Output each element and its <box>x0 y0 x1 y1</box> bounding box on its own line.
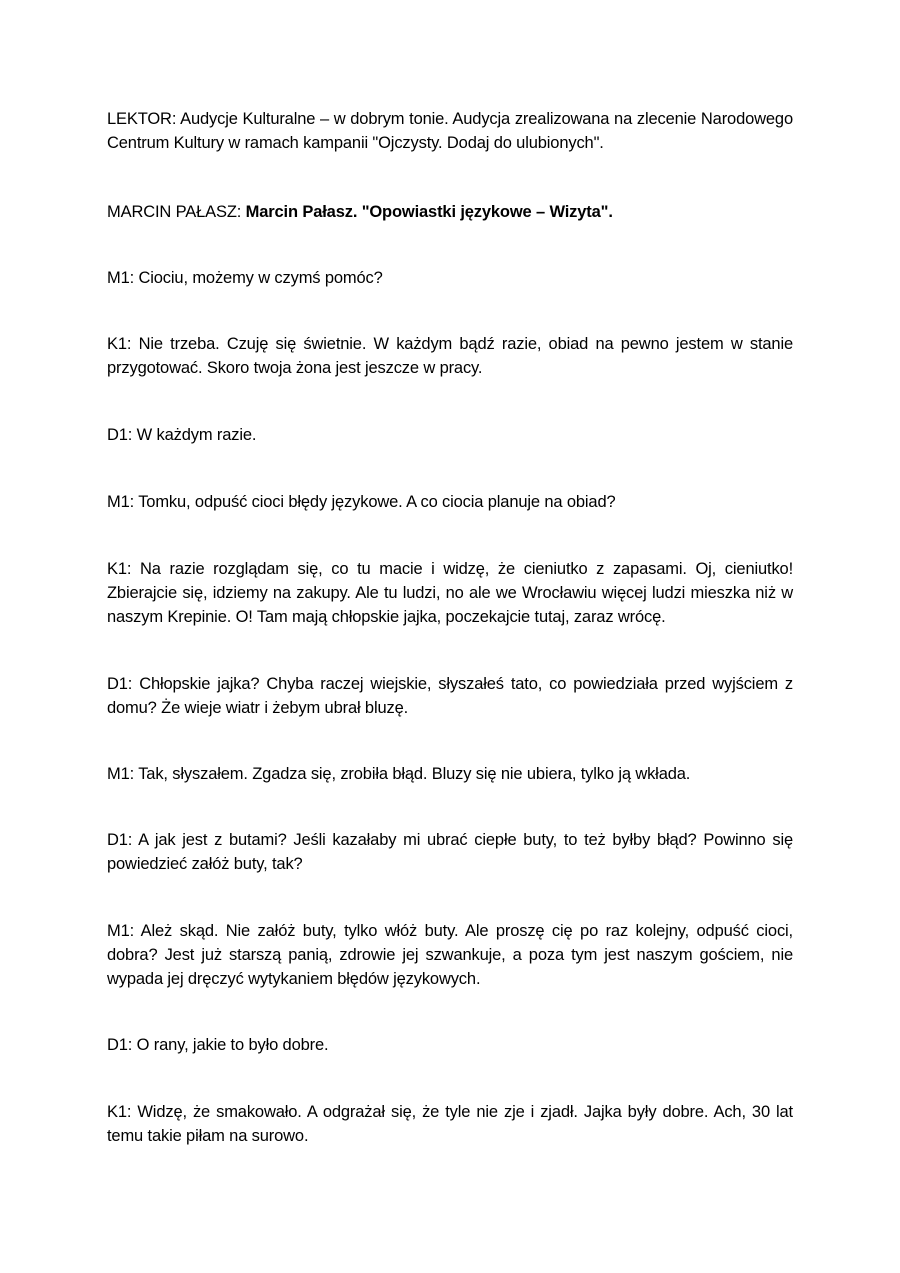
paragraph-text: Tomku, odpuść cioci błędy językowe. A co ciocia planuje na obiad? <box>138 493 616 511</box>
speaker-label: MARCIN PAŁASZ: <box>107 203 242 221</box>
paragraph-text: Widzę, że smakowało. A odgrażał się, że tyle nie zje i zjadł. Jajka były dobre. Ach, 30 lat temu takie piłam na surowo. <box>107 1103 793 1145</box>
paragraph-text: Audycje Kulturalne – w dobrym tonie. Audycja zrealizowana na zlecenie Narodowego Centrum Kultury w ramach kampanii "Ojczysty. Dodaj do ulubionych". <box>107 110 793 152</box>
speaker-label: K1: <box>107 1103 132 1121</box>
paragraph-dialogue <box>107 919 793 991</box>
paragraph-text: Ależ skąd. Nie załóż buty, tylko włóż buty. Ale proszę cię po raz kolejny, odpuść cioci, dobra? Jest już starszą panią, zdrowie jej szwankuje, a poza tym jest naszym gościem, nie wypada jej dręczyć wytykaniem błędów językowych. <box>107 922 793 988</box>
paragraph-text: Tak, słyszałem. Zgadza się, zrobiła błąd. Bluzy się nie ubiera, tylko ją wkłada. <box>138 765 691 783</box>
speaker-label: M1: <box>107 922 135 940</box>
paragraph-text: Chłopskie jajka? Chyba raczej wiejskie, słyszałeś tato, co powiedziała przed wyjściem z domu? Że wieje wiatr i żebym ubrał bluzę. <box>107 675 793 717</box>
paragraph-dialogue <box>107 266 793 290</box>
paragraph-dialogue <box>107 672 793 720</box>
speaker-label: K1: <box>107 560 132 578</box>
paragraph-dialogue <box>107 557 793 629</box>
speaker-label: M1: <box>107 765 135 783</box>
paragraph-text: Na razie rozglądam się, co tu macie i widzę, że cieniutko z zapasami. Oj, cieniutko! Zbierajcie się, idziemy na zakupy. Ale tu ludzi, no ale we Wrocławiu więcej ludzi mieszka niż w naszym Krepinie. O! Tam mają chłopskie jajka, poczekajcie tutaj, zaraz wrócę. <box>107 560 794 626</box>
story-title: Marcin Pałasz. "Opowiastki językowe – Wizyta". <box>245 203 613 221</box>
paragraph-dialogue <box>107 828 793 876</box>
speaker-label: M1: <box>107 269 135 287</box>
paragraph-dialogue <box>107 332 793 380</box>
paragraph-lektor-intro <box>107 107 793 155</box>
paragraph-text: O rany, jakie to było dobre. <box>136 1036 329 1054</box>
speaker-label: K1: <box>107 335 132 353</box>
paragraph-text: A jak jest z butami? Jeśli kazałaby mi ubrać ciepłe buty, to też byłby błąd? Powinno się powiedzieć załóż buty, tak? <box>107 831 794 873</box>
speaker-label: LEKTOR: <box>107 110 177 128</box>
paragraph-title <box>107 200 793 224</box>
speaker-label: D1: <box>107 1036 133 1054</box>
speaker-label: D1: <box>107 675 133 693</box>
speaker-label: D1: <box>107 426 133 444</box>
paragraph-text: Nie trzeba. Czuję się świetnie. W każdym bądź razie, obiad na pewno jestem w stanie przygotować. Skoro twoja żona jest jeszcze w pracy. <box>107 335 793 377</box>
paragraph-dialogue <box>107 490 793 514</box>
paragraph-dialogue <box>107 1100 793 1148</box>
paragraph-dialogue <box>107 1033 793 1057</box>
speaker-label: D1: <box>107 831 133 849</box>
paragraph-text: W każdym razie. <box>136 426 257 444</box>
paragraph-text: Ciociu, możemy w czymś pomóc? <box>138 269 383 287</box>
paragraph-dialogue <box>107 423 793 447</box>
paragraph-dialogue <box>107 762 793 786</box>
speaker-label: M1: <box>107 493 135 511</box>
